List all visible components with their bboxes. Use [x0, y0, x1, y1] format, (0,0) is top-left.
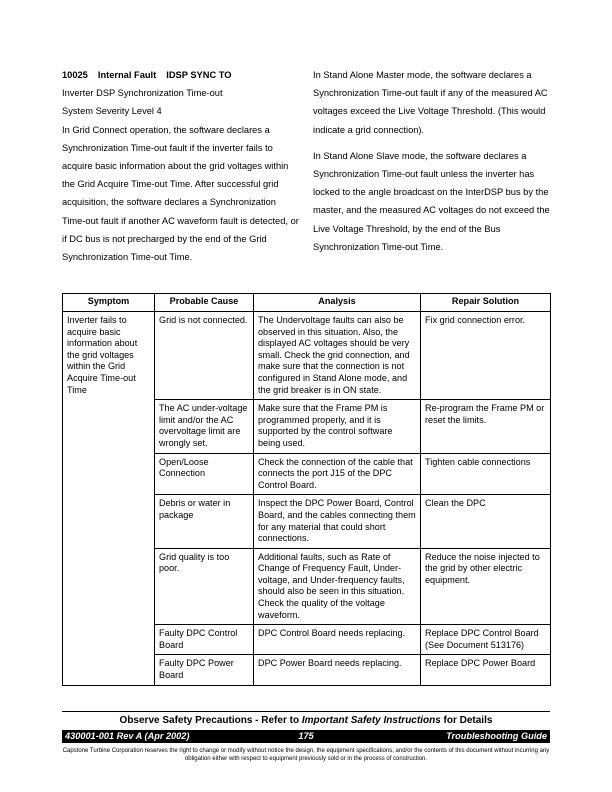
- analysis-cell: Check the connection of the cable that connects the port J15 of the DPC Control Board.: [254, 453, 421, 495]
- repair-cell: Reduce the noise injected to the grid by other electric equipment.: [421, 548, 551, 625]
- right-column: [313, 66, 550, 266]
- fault-code: 10025: [62, 70, 88, 80]
- repair-cell: Replace DPC Control Board (See Document 513176): [421, 625, 551, 655]
- analysis-cell: Additional faults, such as Rate of Change of Frequency Fault, Under-voltage, and Under-frequency faults, should also be seen in this situation. Check the quality of the voltage waveform.: [254, 548, 421, 625]
- header-symptom: Symptom: [63, 294, 155, 312]
- stand-alone-slave-paragraph: In Stand Alone Slave mode, the software declares a Synchronization Time-out fault unless the inverter has locked to the angle broadcast on the InterDSP bus by the master, and the measured AC voltages do not exceed the Live Voltage Threshold, by the end of the Bus Synchronization Time-out Time.: [313, 150, 550, 252]
- table-row: [63, 312, 551, 400]
- repair-cell: Fix grid connection error.: [421, 312, 551, 400]
- repair-cell: Clean the DPC: [421, 495, 551, 548]
- footer-bar: [62, 730, 550, 743]
- analysis-cell: Make sure that the Frame PM is programmed properly, and it is supported by the control software being used.: [254, 400, 421, 453]
- cause-cell: Grid quality is too poor.: [155, 548, 254, 625]
- header-probable-cause: Probable Cause: [155, 294, 254, 312]
- cause-cell: Faulty DPC Control Board: [155, 625, 254, 655]
- repair-cell: Tighten cable connections: [421, 453, 551, 495]
- cause-cell: The AC under-voltage limit and/or the AC overvoltage limit are wrongly set.: [155, 400, 254, 453]
- repair-cell: Re-program the Frame PM or reset the limits.: [421, 400, 551, 453]
- fault-subtitle: Inverter DSP Synchronization Time-out: [62, 88, 223, 99]
- analysis-cell: DPC Power Board needs replacing.: [254, 655, 421, 685]
- cause-cell: Grid is not connected.: [155, 312, 254, 400]
- analysis-cell: The Undervoltage faults can also be observed in this situation. Also, the displayed AC voltages should be very small. Check the grid connection, and make sure that the connection is not configured in Stand Alone mode, and the grid breaker is in ON state.: [254, 312, 421, 400]
- left-column: [62, 66, 299, 266]
- page-number: 175: [298, 731, 314, 741]
- intro-columns: [62, 66, 550, 266]
- header-repair-solution: Repair Solution: [421, 294, 551, 312]
- symptom-cell: Inverter fails to acquire basic information about the grid voltages within the Grid Acquire Time-out Time: [63, 312, 155, 686]
- fault-label: IDSP SYNC TO: [166, 70, 232, 80]
- grid-connect-paragraph: In Grid Connect operation, the software declares a Synchronization Time-out fault if the inverter fails to acquire basic information about the grid voltages within the Grid Acquire Time-out Time. After successful grid acquisition, the software declares a Synchronization Time-out fault if another AC waveform fault is detected, or if DC bus is not precharged by the end of the Grid Synchronization Time-out Time.: [62, 124, 299, 263]
- legal-disclaimer: Capstone Turbine Corporation reserves the right to change or modify without notice the design, the equipment specifications, and/or the contents of this document without incurring any obligation either with respect to equipment previously sold or in the process of construction.: [62, 748, 550, 762]
- cause-cell: Faulty DPC Power Board: [155, 655, 254, 685]
- analysis-cell: DPC Control Board needs replacing.: [254, 625, 421, 655]
- document-id: 430001-001 Rev A (Apr 2002): [65, 731, 190, 741]
- header-analysis: Analysis: [254, 294, 421, 312]
- safety-notice-prefix: Observe Safety Precautions - Refer to: [119, 715, 302, 726]
- cause-cell: Debris or water in package: [155, 495, 254, 548]
- analysis-cell: Inspect the DPC Power Board, Control Board, and the cables connecting them for any material that could short connections.: [254, 495, 421, 548]
- troubleshooting-table: [62, 293, 551, 686]
- repair-cell: Replace DPC Power Board: [421, 655, 551, 685]
- footer-divider: [62, 711, 550, 712]
- table-header-row: [63, 294, 551, 312]
- section-title: Troubleshooting Guide: [446, 731, 547, 741]
- safety-notice-suffix: for Details: [440, 715, 493, 726]
- fault-name: Internal Fault: [97, 70, 157, 80]
- cause-cell: Open/Loose Connection: [155, 453, 254, 495]
- safety-notice: [62, 715, 550, 726]
- severity-level: System Severity Level 4: [62, 106, 162, 117]
- fault-heading: [62, 66, 299, 84]
- safety-instructions-reference: Important Safety Instructions: [301, 715, 441, 726]
- stand-alone-master-paragraph: In Stand Alone Master mode, the software declares a Synchronization Time-out fault if any of the measured AC voltages exceed the Live Voltage Threshold. (This would indicate a grid connection).: [313, 70, 548, 135]
